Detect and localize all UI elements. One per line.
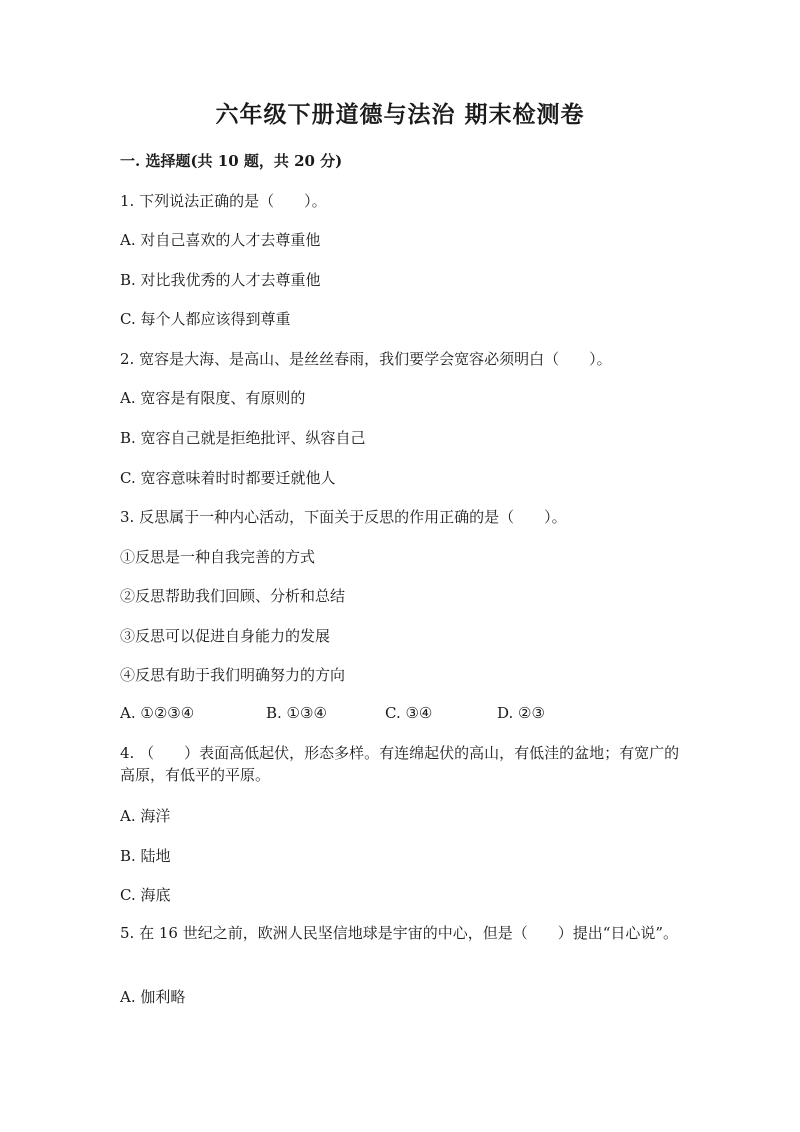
question-3-option-c: C. ③④ <box>385 704 433 722</box>
question-1-option-a: A. 对自己喜欢的人才去尊重他 <box>120 231 321 249</box>
question-2-stem: 2. 宽容是大海、是高山、是丝丝春雨，我们要学会宽容必须明白（ ）。 <box>120 350 612 368</box>
question-3-statement-2: ②反思帮助我们回顾、分析和总结 <box>120 587 346 605</box>
question-5-stem: 5. 在 16 世纪之前，欧洲人民坚信地球是宇宙的中心，但是（ ）提出“日心说”。 <box>120 924 679 942</box>
question-2-option-a: A. 宽容是有限度、有原则的 <box>120 389 306 407</box>
question-1-stem: 1. 下列说法正确的是（ ）。 <box>120 192 327 210</box>
question-3-options <box>120 704 680 726</box>
question-4-stem: 4. （ ）表面高低起伏，形态多样。有连绵起伏的高山，有低洼的盆地；有宽广的高原，有低平的平原。 <box>120 744 680 784</box>
question-4-option-c: C. 海底 <box>120 886 171 904</box>
section-heading: 一. 选择题(共 10 题，共 20 分) <box>120 152 343 170</box>
question-2-option-c: C. 宽容意味着时时都要迁就他人 <box>120 469 336 487</box>
question-3-statement-3: ③反思可以促进自身能力的发展 <box>120 627 331 645</box>
question-3-option-d: D. ②③ <box>497 704 545 722</box>
question-5-option-a: A. 伽利略 <box>120 988 186 1006</box>
page-title: 六年级下册道德与法治 期末检测卷 <box>215 101 585 128</box>
question-2-option-b: B. 宽容自己就是拒绝批评、纵容自己 <box>120 429 366 447</box>
question-3-option-b: B. ①③④ <box>266 704 327 722</box>
question-3-option-a: A. ①②③④ <box>120 704 195 722</box>
question-3-statement-1: ①反思是一种自我完善的方式 <box>120 548 316 566</box>
question-1-option-c: C. 每个人都应该得到尊重 <box>120 310 291 328</box>
question-1-option-b: B. 对比我优秀的人才去尊重他 <box>120 271 321 289</box>
question-3-statement-4: ④反思有助于我们明确努力的方向 <box>120 666 346 684</box>
question-4-option-b: B. 陆地 <box>120 847 171 865</box>
question-3-stem: 3. 反思属于一种内心活动，下面关于反思的作用正确的是（ ）。 <box>120 508 567 526</box>
question-4-option-a: A. 海洋 <box>120 807 171 825</box>
